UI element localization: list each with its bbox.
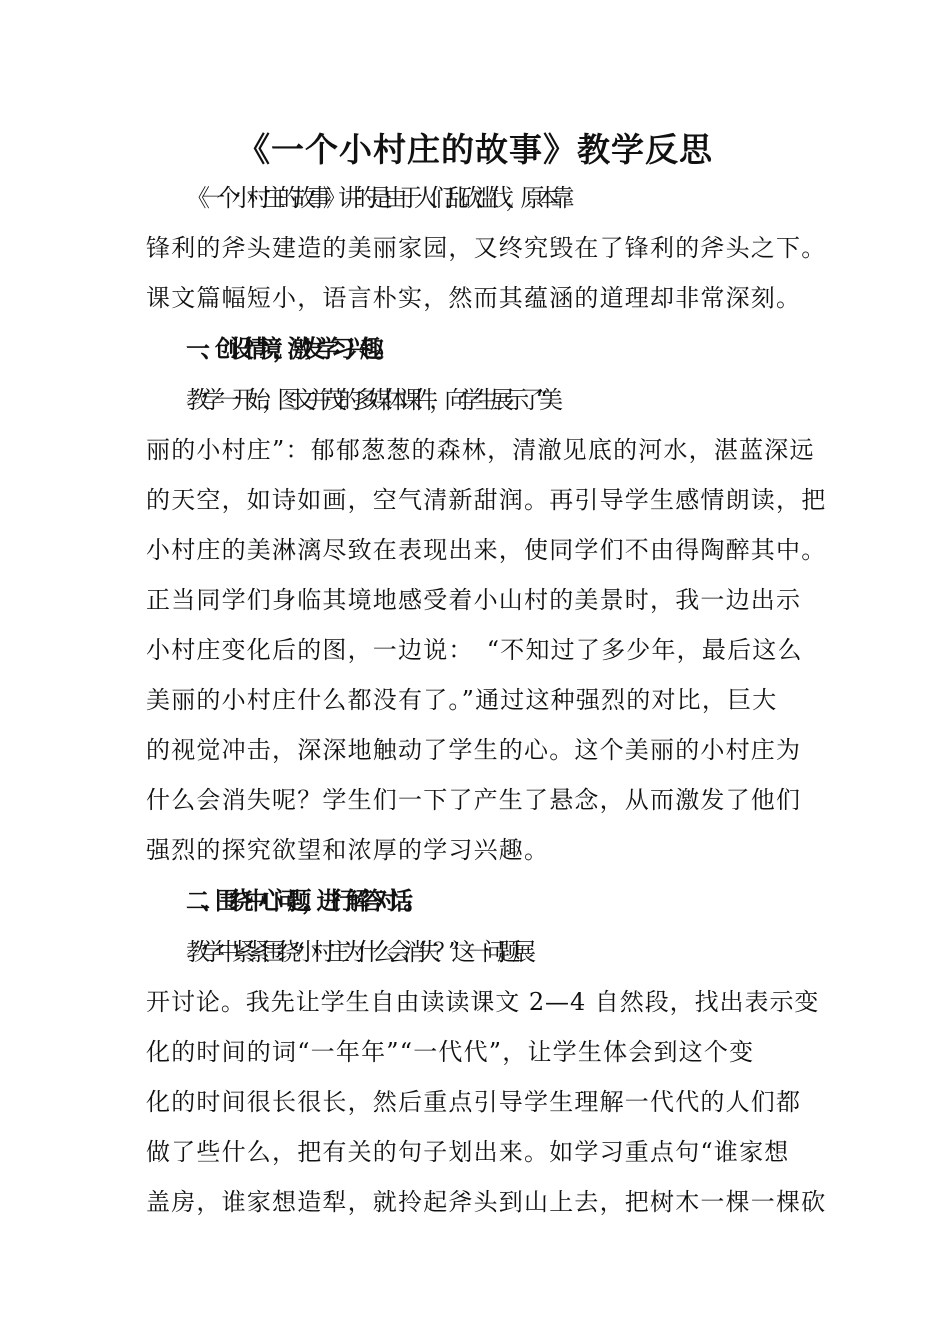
paragraph-line: 什么会消失呢？学生们一下了产生了悬念，从而激发了他们 bbox=[146, 786, 802, 814]
paragraph-line: 盖房，谁家想造犁，就拎起斧头到山上去，把树木一棵一棵砍 bbox=[146, 1188, 827, 1216]
paragraph-line: 的天空，如诗如画，空气清新甜润。再引导学生感情朗读，把 bbox=[146, 486, 827, 514]
paragraph-line: 美丽的小村庄什么都没有了。”通过这种强烈的对比，巨大 bbox=[146, 686, 778, 714]
paragraph-line: 锋利的斧头建造的美丽家园，又终究毁在了锋利的斧头之下。 bbox=[146, 234, 827, 262]
paragraph-line: 小村庄变化后的图，一边说： “不知过了多少年，最后这么 bbox=[146, 636, 803, 664]
paragraph-line: 正当同学们身临其境地感受着小山村的美景时，我一边出示 bbox=[146, 586, 802, 614]
section-heading: 一、创设情境，激发学习兴趣。 bbox=[186, 335, 389, 363]
document-title: 《一个小村庄的故事》教学反思 bbox=[237, 130, 713, 169]
paragraph-line: 强烈的探究欲望和浓厚的学习兴趣。 bbox=[146, 836, 550, 864]
paragraph-line: 课文篇幅短小，语言朴实，然而其蕴涵的道理却非常深刻。 bbox=[146, 284, 802, 312]
paragraph-line: 小村庄的美淋漓尽致在表现出来，使同学们不由得陶醉其中。 bbox=[146, 536, 827, 564]
section-heading: 二、围绕中心问题，进行解答对话。 bbox=[186, 887, 418, 915]
paragraph-line: 丽的小村庄”：郁郁葱葱的森林，清澈见底的河水，湛蓝深远 bbox=[146, 436, 815, 464]
paragraph-line: 教学中紧紧围绕“小村庄为什么会消失？”这一问题展 bbox=[186, 938, 528, 966]
paragraph-line: 做了些什么，把有关的句子划出来。如学习重点句“谁家想 bbox=[146, 1138, 790, 1166]
paragraph-line: 化的时间的词“一年年”“一代代”，让学生体会到这个变 bbox=[146, 1038, 755, 1066]
paragraph-line: 教学一开始，图文并茂的多媒体课件，向学生展示了“美 bbox=[186, 386, 555, 414]
paragraph-line: 的视觉冲击，深深地触动了学生的心。这个美丽的小村庄为 bbox=[146, 736, 802, 764]
paragraph-line: 化的时间很长很长，然后重点引导学生理解一代代的人们都 bbox=[146, 1088, 802, 1116]
paragraph-line: 开讨论。我先让学生自由读读课文 2—4 自然段，找出表示变 bbox=[146, 988, 820, 1016]
paragraph-line: 《一个小村庄的故事》讲的是由于人们乱砍滥伐，原本靠 bbox=[186, 184, 566, 212]
